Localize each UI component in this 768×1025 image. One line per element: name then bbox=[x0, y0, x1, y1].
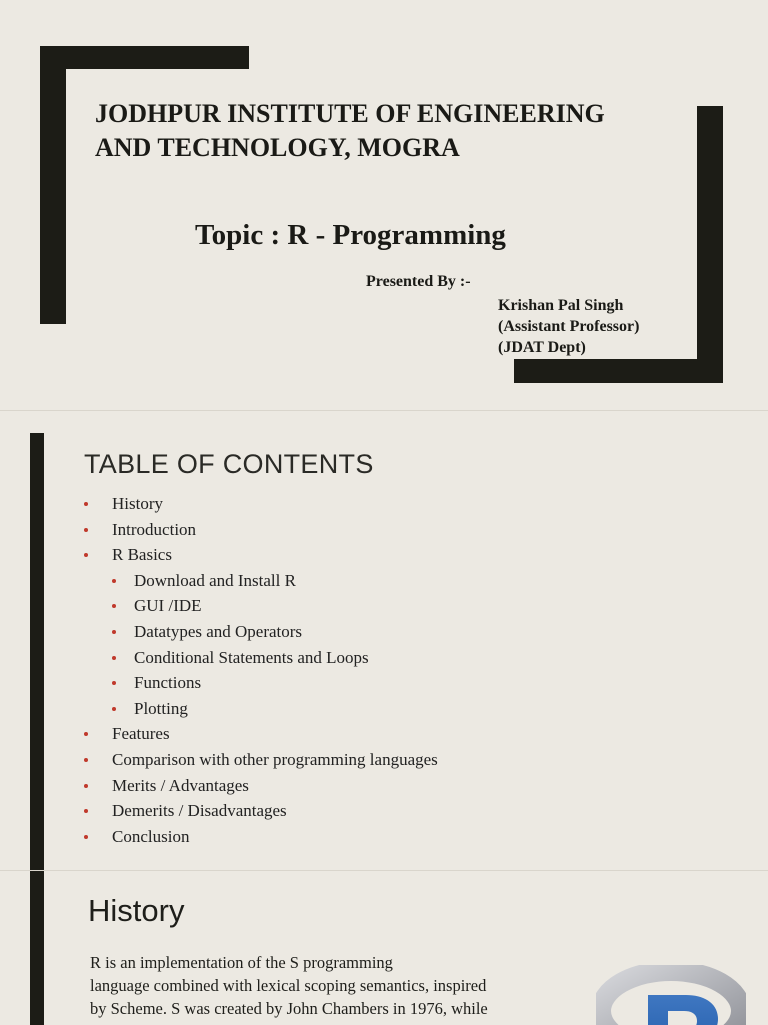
toc-item bbox=[84, 721, 438, 747]
presenter-name: Krishan Pal Singh bbox=[498, 297, 624, 314]
bullet-icon bbox=[84, 758, 88, 762]
toc-item bbox=[84, 491, 438, 517]
title-slide bbox=[0, 0, 768, 410]
toc-subitem bbox=[84, 696, 438, 722]
toc-subitem bbox=[84, 670, 438, 696]
slide-accent-bar bbox=[30, 433, 44, 871]
toc-item-label: Datatypes and Operators bbox=[134, 621, 303, 641]
toc-item-label: Features bbox=[112, 724, 170, 744]
toc-item-label: History bbox=[112, 494, 163, 513]
bullet-icon bbox=[112, 707, 116, 711]
presenter-info bbox=[498, 295, 639, 358]
bracket-left-bar bbox=[40, 46, 66, 324]
bullet-icon bbox=[84, 528, 88, 532]
history-line: R is an implementation of the S programming bbox=[90, 953, 393, 972]
history-line: by Scheme. S was created by John Chambers in 1976, while bbox=[90, 999, 488, 1018]
toc-item bbox=[84, 747, 438, 773]
bullet-icon bbox=[112, 681, 116, 685]
bullet-icon bbox=[84, 784, 88, 788]
toc-subitem bbox=[84, 593, 438, 619]
toc-item-label: Functions bbox=[134, 673, 202, 693]
bullet-icon bbox=[112, 630, 116, 634]
toc-item bbox=[84, 773, 438, 799]
toc-list bbox=[84, 491, 438, 849]
toc-item-label: GUI /IDE bbox=[134, 596, 202, 616]
topic-title: Topic : R - Programming bbox=[195, 219, 506, 251]
toc-item bbox=[84, 517, 438, 543]
institution-name: JODHPUR INSTITUTE OF ENGINEERING AND TECHNOLOGY, MOGRA bbox=[95, 99, 605, 162]
toc-item-label: Conditional Statements and Loops bbox=[134, 647, 369, 667]
bullet-icon bbox=[84, 502, 88, 506]
bullet-icon bbox=[112, 604, 116, 608]
toc-subitem bbox=[84, 645, 438, 671]
toc-item-label: Conclusion bbox=[112, 826, 190, 846]
toc-item bbox=[84, 824, 438, 850]
toc-item-label: R Basics bbox=[112, 545, 172, 565]
toc-item bbox=[84, 798, 438, 824]
toc-subitem bbox=[84, 619, 438, 645]
toc-item-label: Merits / Advantages bbox=[112, 775, 249, 795]
bullet-icon bbox=[84, 553, 88, 557]
toc-item bbox=[84, 542, 438, 568]
toc-item-label: Comparison with other programming languages bbox=[112, 749, 438, 769]
slide-accent-bar bbox=[30, 871, 44, 1025]
history-slide bbox=[0, 870, 768, 1025]
presented-by-label: Presented By :- bbox=[366, 273, 471, 290]
bullet-icon bbox=[84, 809, 88, 813]
history-line: language combined with lexical scoping semantics, inspired bbox=[90, 976, 487, 995]
r-logo-icon bbox=[596, 965, 746, 1025]
history-title: History bbox=[88, 893, 185, 928]
bullet-icon bbox=[84, 835, 88, 839]
presenter-dept: (JDAT Dept) bbox=[498, 339, 586, 356]
bullet-icon bbox=[112, 579, 116, 583]
bullet-icon bbox=[84, 732, 88, 736]
toc-slide bbox=[0, 410, 768, 871]
history-body bbox=[90, 951, 560, 1020]
toc-item-label: Introduction bbox=[112, 519, 197, 539]
bracket-right-bar bbox=[697, 106, 723, 383]
presenter-role: (Assistant Professor) bbox=[498, 318, 640, 335]
toc-title: TABLE OF CONTENTS bbox=[84, 449, 374, 479]
bullet-icon bbox=[112, 656, 116, 660]
toc-item-label: Demerits / Disadvantages bbox=[112, 801, 287, 821]
toc-item-label: Download and Install R bbox=[134, 570, 296, 590]
bracket-bottom-bar bbox=[514, 359, 723, 383]
toc-item-label: Plotting bbox=[134, 698, 188, 718]
toc-subitem bbox=[84, 568, 438, 594]
bracket-top-bar bbox=[40, 46, 249, 69]
